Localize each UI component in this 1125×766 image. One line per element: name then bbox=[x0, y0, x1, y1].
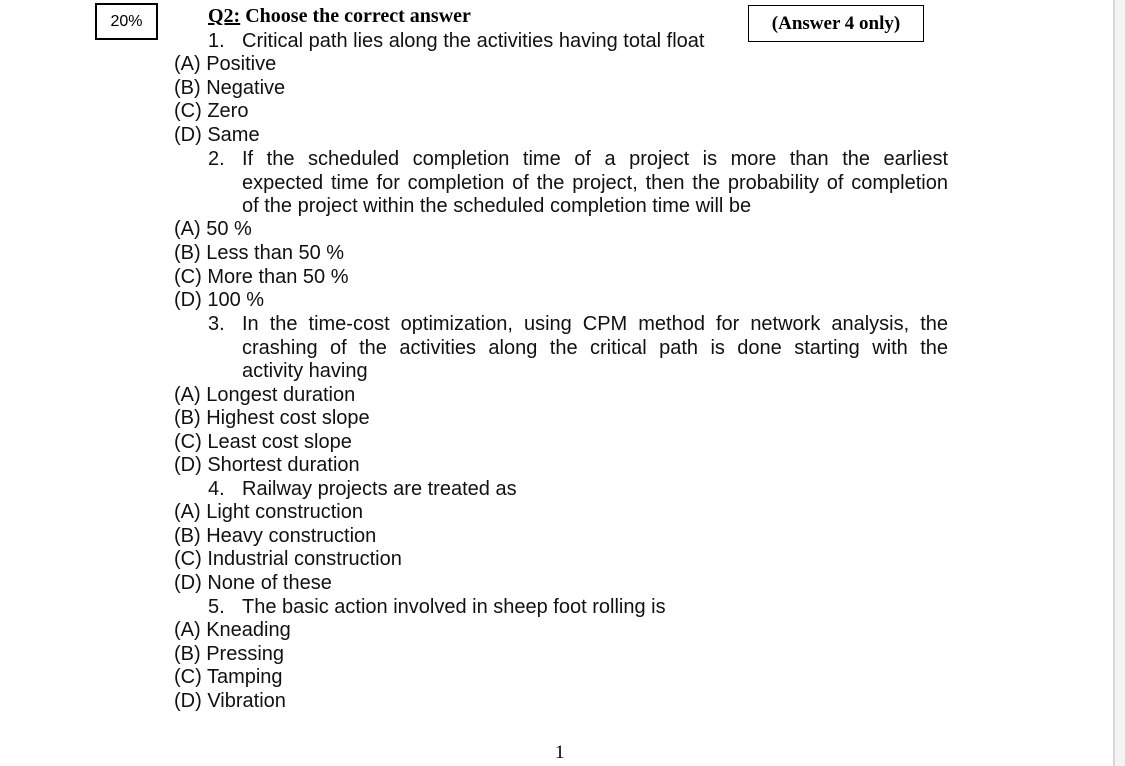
question-1-text: Critical path lies along the activities having total float bbox=[242, 30, 705, 52]
question-5-option-c: (C) Tamping bbox=[174, 666, 283, 688]
question-4-text: Railway projects are treated as bbox=[242, 478, 517, 500]
question-3-option-a: (A) Longest duration bbox=[174, 384, 356, 406]
question-4-option-a: (A) Light construction bbox=[174, 501, 363, 523]
question-2-option-a: (A) 50 % bbox=[174, 218, 252, 240]
question-3-option-c: (C) Least cost slope bbox=[174, 431, 352, 453]
marks-weight: 20% bbox=[110, 12, 143, 30]
question-2-option-c: (C) More than 50 % bbox=[174, 266, 349, 288]
answer-instruction: (Answer 4 only) bbox=[771, 12, 901, 34]
answer-instruction-box bbox=[748, 5, 924, 42]
marks-weight-box bbox=[95, 3, 158, 40]
question-1-line-1 bbox=[208, 29, 704, 53]
question-1-number: 1. bbox=[208, 30, 225, 52]
question-2-text-2: expected time for completion of the project, then the probability of completion bbox=[242, 172, 948, 194]
question-4-number: 4. bbox=[208, 478, 225, 500]
question-2-number: 2. bbox=[208, 148, 225, 170]
question-5-option-d: (D) Vibration bbox=[174, 690, 286, 712]
question-2-option-d: (D) 100 % bbox=[174, 289, 265, 311]
question-4-option-c: (C) Industrial construction bbox=[174, 548, 402, 570]
question-3-text-2: crashing of the activities along the critical path is done starting with the bbox=[242, 337, 948, 359]
question-4-option-b: (B) Heavy construction bbox=[174, 525, 377, 547]
question-5-line-1 bbox=[208, 595, 666, 619]
question-label: Q2: bbox=[208, 5, 241, 27]
question-5-option-a: (A) Kneading bbox=[174, 619, 291, 641]
question-4-line-1 bbox=[208, 477, 517, 501]
question-4-option-d: (D) None of these bbox=[174, 572, 332, 594]
question-title: Choose the correct answer bbox=[245, 5, 471, 27]
question-1-option-b: (B) Negative bbox=[174, 77, 286, 99]
question-heading bbox=[208, 4, 471, 28]
question-2-option-b: (B) Less than 50 % bbox=[174, 242, 345, 264]
question-3-option-b: (B) Highest cost slope bbox=[174, 407, 370, 429]
question-2-text-3: of the project within the scheduled completion time will be bbox=[242, 195, 752, 217]
question-3-number: 3. bbox=[208, 313, 225, 335]
question-5-option-b: (B) Pressing bbox=[174, 643, 285, 665]
question-5-number: 5. bbox=[208, 596, 225, 618]
question-2-line-1 bbox=[208, 147, 948, 171]
question-5-text: The basic action involved in sheep foot rolling is bbox=[242, 596, 666, 618]
page-edge bbox=[1113, 0, 1115, 766]
question-3-option-d: (D) Shortest duration bbox=[174, 454, 360, 476]
question-1-option-c: (C) Zero bbox=[174, 100, 249, 122]
question-1-option-a: (A) Positive bbox=[174, 53, 277, 75]
question-2-text-1: If the scheduled completion time of a project is more than the earliest bbox=[242, 148, 948, 170]
question-3-line-1 bbox=[208, 312, 948, 336]
question-3-text-1: In the time-cost optimization, using CPM method for network analysis, the bbox=[242, 313, 948, 335]
page-number: 1 bbox=[555, 742, 565, 763]
question-1-option-d: (D) Same bbox=[174, 124, 260, 146]
question-3-text-3: activity having bbox=[242, 360, 368, 382]
